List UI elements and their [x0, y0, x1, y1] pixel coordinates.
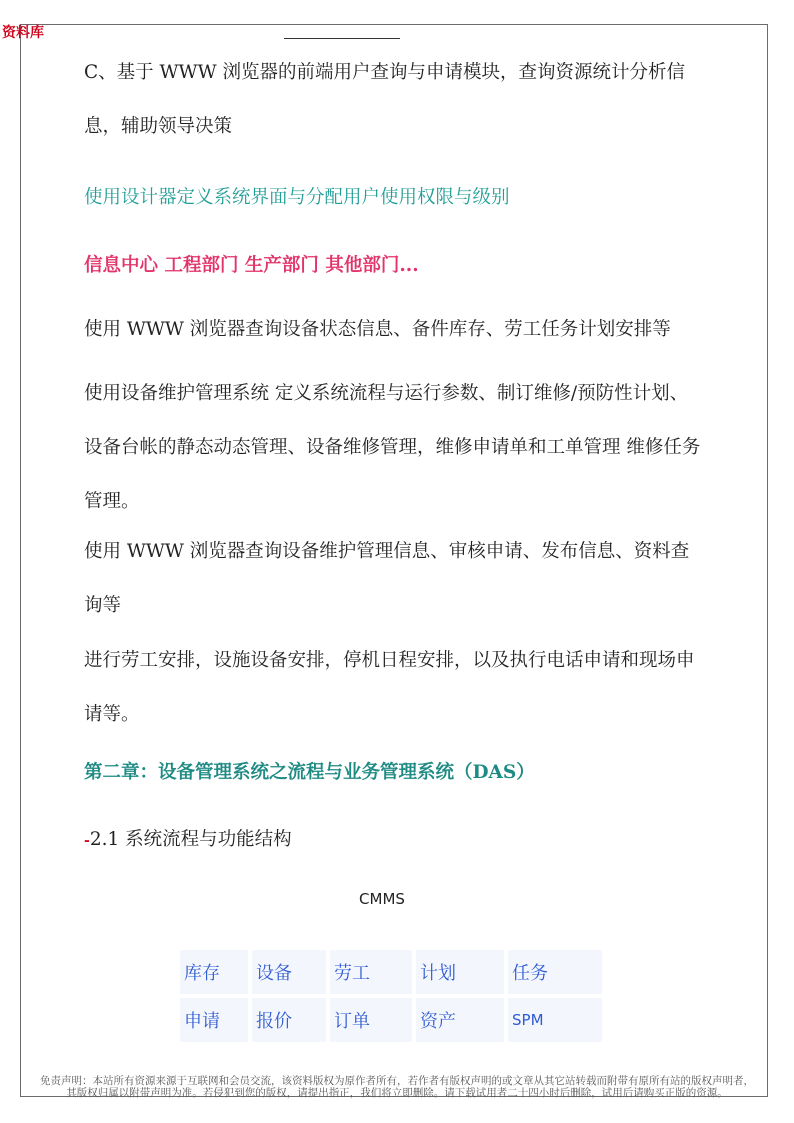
- paragraph-www-query: 使用 WWW 浏览器查询设备状态信息、备件库存、劳工任务计划安排等: [84, 319, 671, 340]
- paragraph-maintenance-info: 使用 WWW 浏览器查询设备维护管理信息、审核申请、发布信息、资料查询等: [84, 541, 690, 616]
- footer-line: 其版权归属以附带声明为准。若侵犯到您的版权，请提出指正，我们将立即删除。请下载试用者二十四小时后删除，试用后请购买正版的资源。: [66, 1087, 728, 1099]
- grid-cell: SPM: [508, 998, 602, 1042]
- grid-cell: 报价: [252, 998, 326, 1042]
- brand-logo: 资料库: [2, 25, 44, 41]
- paragraph-scheduling: 进行劳工安排，设施设备安排，停机日程安排，以及执行电话申请和现场申请等。: [84, 650, 695, 725]
- footer-line: 免责声明：本站所有资源来源于互联网和会员交流，该资料版权为原作者所有，若作者有版权声明的或文章从其它站转载而附带有原所有站的版权声明者，: [40, 1075, 754, 1087]
- paragraph-maintenance-system: 使用设备维护管理系统 定义系统流程与运行参数、制订维修/预防性计划、设备台帐的静态动态管理、设备维修管理，维修申请单和工单管理 维修任务管理。: [84, 383, 701, 512]
- chapter-title: 第二章：设备管理系统之流程与业务管理系统（DAS）: [84, 762, 535, 783]
- section-title: 2.1 系统流程与功能结构: [89, 829, 292, 850]
- grid-cell: 设备: [252, 950, 326, 994]
- paragraph-designer: 使用设计器定义系统界面与分配用户使用权限与级别: [84, 187, 510, 208]
- section-heading: [84, 813, 292, 868]
- diagram-root-label: CMMS: [359, 890, 405, 908]
- paragraph-frontend-module: C、基于 WWW 浏览器的前端用户查询与申请模块，查询资源统计分析信息，辅助领导决策: [84, 62, 685, 137]
- grid-row: [180, 950, 602, 994]
- grid-cell: 计划: [416, 950, 504, 994]
- module-grid: [176, 946, 606, 1046]
- grid-cell: 任务: [508, 950, 602, 994]
- grid-cell: 库存: [180, 950, 248, 994]
- grid-cell: 资产: [416, 998, 504, 1042]
- paragraph-departments: 信息中心 工程部门 生产部门 其他部门...: [84, 255, 419, 276]
- grid-cell: 申请: [180, 998, 248, 1042]
- header-rule: [284, 38, 400, 39]
- footer-disclaimer: [20, 1075, 774, 1099]
- grid-cell: 订单: [330, 998, 412, 1042]
- section-marker: -: [84, 833, 90, 849]
- grid-cell: 劳工: [330, 950, 412, 994]
- grid-row: [180, 998, 602, 1042]
